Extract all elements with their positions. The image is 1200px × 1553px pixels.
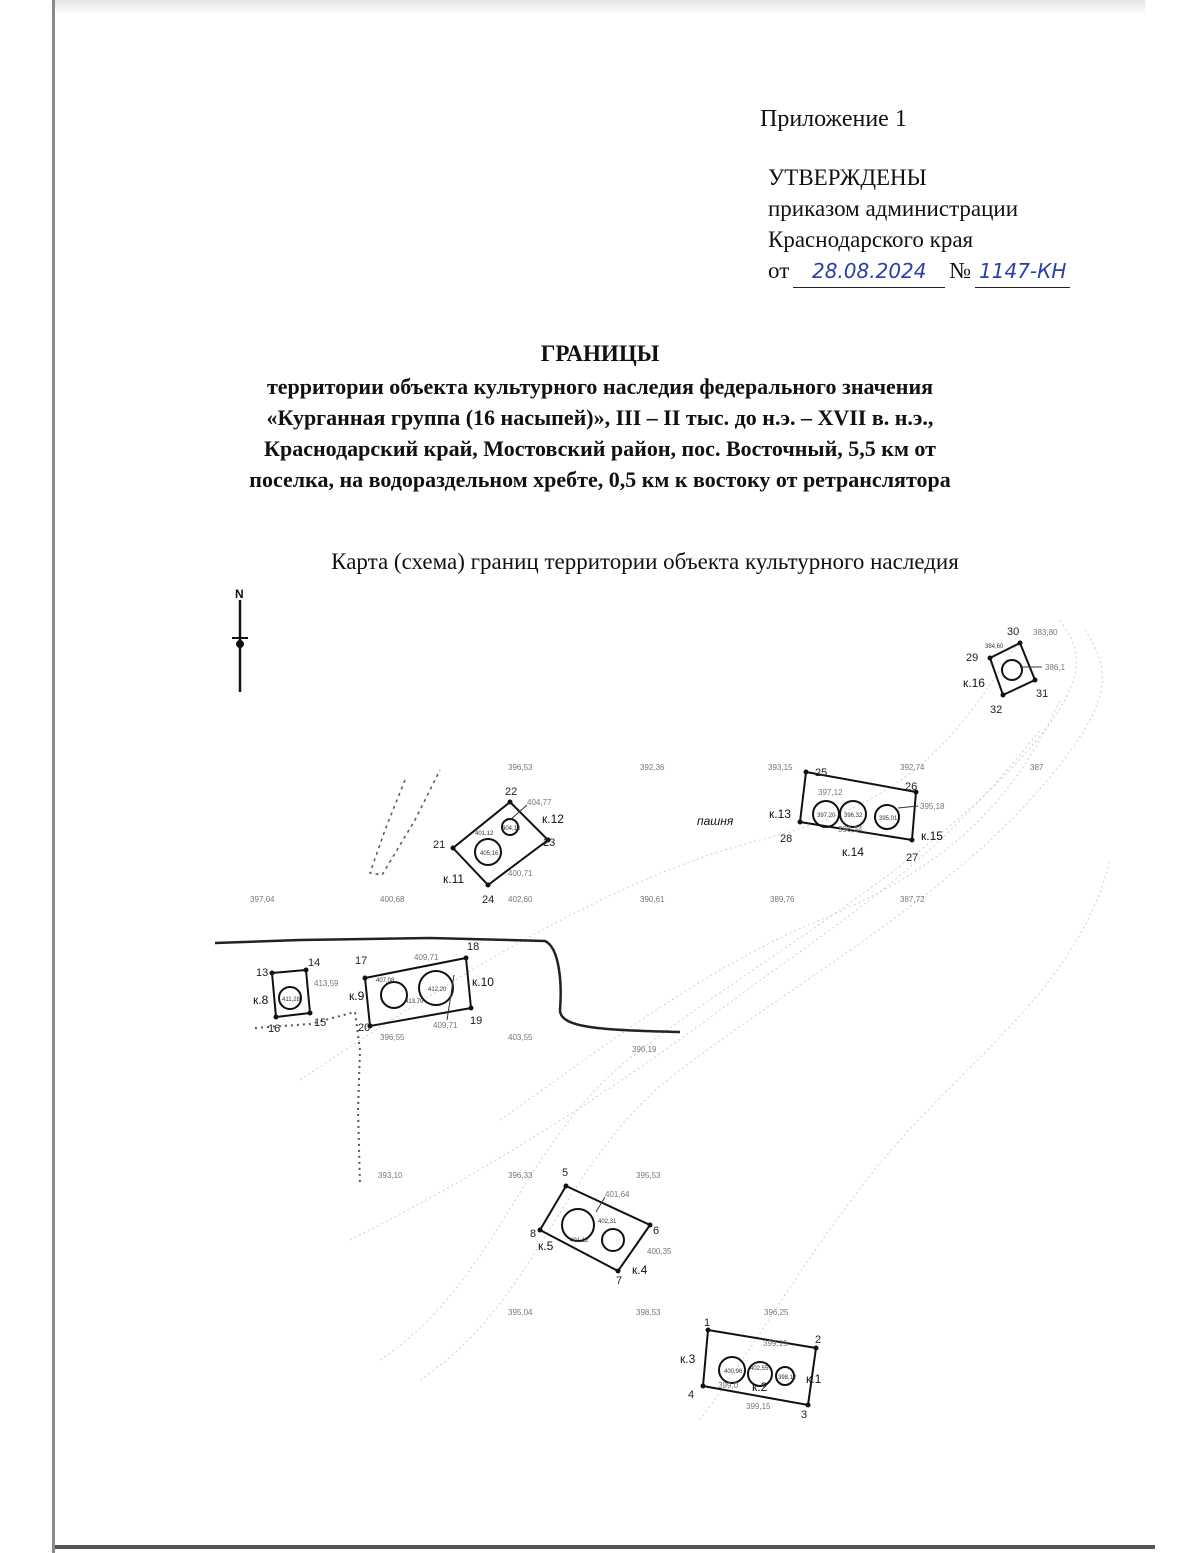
title-line-4: поселка, на водораздельном хребте, 0,5 км к востоку от ретранслятора: [249, 467, 951, 492]
north-label: N: [235, 587, 244, 601]
point-label: 32: [990, 704, 1003, 716]
mound-height: 413,70: [405, 999, 424, 1005]
date-prefix: от: [768, 258, 790, 283]
elevation-label: 390,61: [640, 895, 665, 904]
elevation-label: 383,80: [1033, 628, 1058, 637]
leader-lines: [447, 667, 1042, 1212]
kurgan-label: к.4: [632, 1263, 648, 1277]
scan-edge-bottom: [55, 1545, 1155, 1549]
approval-date-line: [768, 255, 1070, 288]
field-label: пашня: [697, 814, 734, 828]
point-label: 29: [966, 652, 979, 664]
gully-outline: [370, 770, 440, 875]
mound-height: 402,31: [598, 1219, 617, 1225]
elevation-label: 397,04: [250, 895, 275, 904]
kurgan-label: к.11: [443, 872, 465, 886]
approved-heading: УТВЕРЖДЕНЫ: [768, 165, 927, 190]
point-label: 16: [268, 1023, 281, 1035]
point-label: 15: [314, 1017, 327, 1029]
mound-height: 404,10: [502, 826, 521, 832]
mound-height: 398,12: [778, 1375, 797, 1381]
elevation-label: 396,55: [380, 1033, 405, 1042]
point-label: 7: [616, 1275, 623, 1287]
point-label: 25: [815, 767, 828, 779]
point-label: 1: [704, 1317, 711, 1329]
point-label: 22: [505, 786, 518, 798]
elevation-label: 399,19: [763, 1339, 788, 1348]
point-label: 3: [801, 1409, 808, 1421]
elevation-label: 396,33: [508, 1171, 533, 1180]
elevation-label: 393,15: [768, 763, 793, 772]
mound-k4: [602, 1229, 624, 1251]
approval-line-2: Краснодарского края: [768, 227, 974, 252]
elevation-label: 409,71: [433, 1021, 458, 1030]
point-label: 21: [433, 839, 446, 851]
kurgan-label: к.16: [963, 676, 985, 690]
kurgan-label: к.8: [253, 993, 269, 1007]
elevation-label: 390,19: [632, 1045, 657, 1054]
point-label: 17: [355, 955, 368, 967]
mound-height: 407,08: [376, 978, 395, 984]
mound-height: 405,16: [480, 851, 499, 857]
elevation-label: 392,36: [640, 763, 665, 772]
mound-height: 402,55: [750, 1366, 769, 1372]
mound-height: 397,20: [817, 813, 836, 819]
boundary-k16: [990, 643, 1035, 695]
point-label: 31: [1036, 688, 1049, 700]
point-label: 20: [358, 1022, 371, 1034]
elevation-label: 399,0: [718, 1381, 739, 1390]
trail-path: [255, 1012, 360, 1185]
elevation-label: 392,74: [900, 763, 925, 772]
boundary-k4-k5: [540, 1186, 650, 1271]
elevation-label: 395,53: [636, 1171, 661, 1180]
title-line-2: «Курганная группа (16 насыпей)», III – II тыс. до н.э. – XVII в. н.э.,: [266, 405, 934, 430]
elevation-label: 396,53: [508, 763, 533, 772]
elevation-label: 401,64: [605, 1190, 630, 1199]
elevation-label: 396,34: [838, 825, 863, 834]
approval-block: [768, 162, 1070, 288]
point-label: 23: [543, 837, 556, 849]
point-label: 30: [1007, 626, 1020, 638]
elevation-label: 400,71: [508, 869, 533, 878]
approval-line-1: приказом администрации: [768, 196, 1019, 221]
point-label: 13: [256, 967, 269, 979]
elevation-label: 387,72: [900, 895, 925, 904]
kurgan-label: к.14: [842, 845, 864, 859]
mound-height: 401,12: [475, 831, 494, 837]
elevation-label: 400,35: [647, 1247, 672, 1256]
title-line-1: территории объекта культурного наследия федерального значения: [266, 374, 934, 399]
elevation-label: 409,71: [414, 953, 439, 962]
mound-height: 401,12: [570, 1238, 589, 1244]
elevation-label: 399,15: [746, 1402, 771, 1411]
kurgan-label: к.13: [769, 807, 791, 821]
handwritten-number: 1147-КН: [975, 256, 1070, 288]
kurgan-label: к.1: [806, 1372, 822, 1386]
point-label: 2: [815, 1334, 822, 1346]
elevation-label: 395,04: [508, 1308, 533, 1317]
elevation-label: 395,18: [920, 802, 945, 811]
mound-k16: [1002, 660, 1022, 680]
mound-k9: [381, 982, 407, 1008]
mound-height: 384,60: [985, 644, 1004, 650]
elevation-label: 404,77: [527, 798, 552, 807]
mound-height: 395,01: [879, 816, 898, 822]
mound-height: 411,28: [282, 997, 300, 1003]
elevation-label: 398,53: [636, 1308, 661, 1317]
point-label: 24: [482, 894, 495, 906]
mound-height: 396,32: [844, 813, 863, 819]
appendix-label: Приложение 1: [760, 106, 907, 132]
point-label: 27: [906, 852, 919, 864]
point-label: 19: [470, 1015, 483, 1027]
elevation-label: 386,1: [1045, 663, 1066, 672]
boundary-map: [0, 580, 1200, 1440]
title-heading: ГРАНИЦЫ: [540, 341, 660, 366]
number-prefix: №: [949, 258, 972, 283]
point-label: 14: [308, 957, 321, 969]
point-label: 4: [688, 1389, 695, 1401]
elevation-label: 396,25: [764, 1308, 789, 1317]
elevation-label: 413,59: [314, 979, 339, 988]
elevation-label: 389,76: [770, 895, 795, 904]
elevation-label: 403,55: [508, 1033, 533, 1042]
point-label: 18: [467, 941, 480, 953]
point-label: 6: [653, 1225, 660, 1237]
north-arrow: [232, 587, 248, 692]
handwritten-date: 28.08.2024: [793, 256, 945, 288]
elevation-label: 397,12: [818, 788, 843, 797]
kurgan-label: к.5: [538, 1239, 554, 1253]
kurgan-label: к.3: [680, 1352, 696, 1366]
kurgan-label: к.12: [542, 812, 564, 826]
title-line-3: Краснодарский край, Мостовский район, пос. Восточный, 5,5 км от: [264, 436, 936, 461]
boundary-polygons: [272, 643, 1035, 1405]
elevation-label: 393,10: [378, 1171, 403, 1180]
elevation-label: 387: [1030, 763, 1044, 772]
contour-lines: [300, 620, 1110, 1420]
point-label: 28: [780, 833, 793, 845]
scan-edge-top: [55, 0, 1145, 14]
kurgan-label: к.2: [752, 1380, 768, 1394]
point-label: 8: [530, 1228, 537, 1240]
boundary-k11-k12: [453, 802, 548, 885]
kurgan-label: к.15: [921, 829, 943, 843]
mound-height: 400,96: [724, 1369, 743, 1375]
point-label: 26: [905, 781, 918, 793]
kurgan-label: к.9: [349, 989, 365, 1003]
point-label: 5: [562, 1167, 569, 1179]
document-title: [0, 338, 1200, 495]
mound-k5: [562, 1209, 594, 1241]
mound-height: 412,20: [428, 987, 447, 993]
map-caption: Карта (схема) границ территории объекта культурного наследия: [331, 549, 959, 574]
elevation-label: 400,68: [380, 895, 405, 904]
elevation-label: 402,60: [508, 895, 533, 904]
kurgan-label: к.10: [472, 975, 494, 989]
